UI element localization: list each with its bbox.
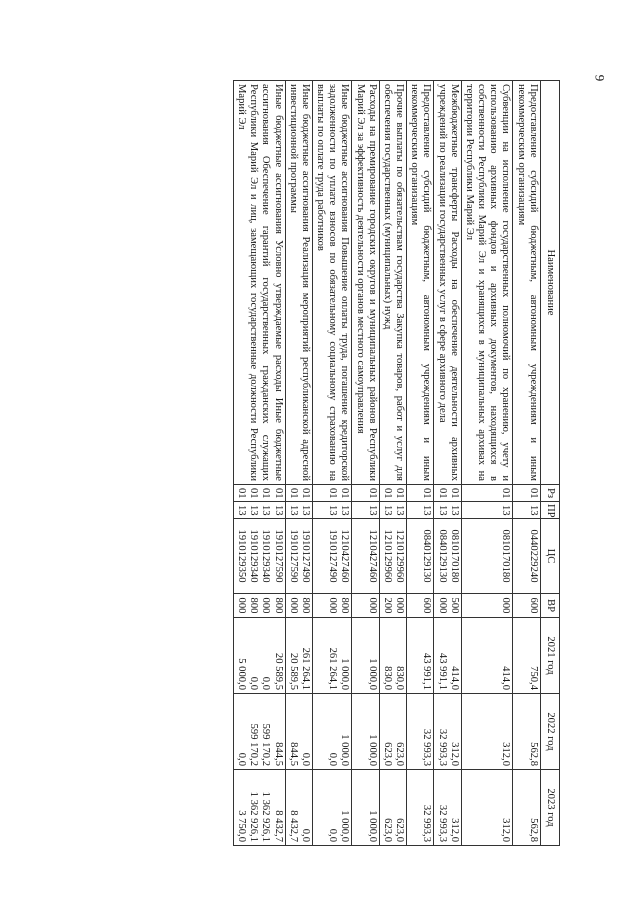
row-name: Межбюджетные трансферты Расходы на обеспечение деятельности архивных учреждений по реализации государственных услуг в сфере архивного дела (434, 81, 461, 485)
table-row (513, 81, 540, 846)
value-2021-line: 261 264,1 (327, 647, 339, 690)
value-2023-line: 0,0 (327, 828, 339, 842)
vr-cell-line: 000 (327, 597, 339, 614)
row-name: Субвенции на исполнение государственных полномочий по хранению, учету и использованию архивных фондов и архивных документов, находящихся в собственности Республики Марий Эл и хранящихся в муниципальных архивах на территории Республики Марий Эл (461, 81, 513, 485)
header-2021: 2021 год (540, 618, 559, 694)
pr-cell-line: 13 (500, 505, 512, 516)
pr-cell (285, 502, 312, 519)
cs-cell-line: 1210129960 (381, 529, 393, 583)
cs-cell-line: 0440229240 (527, 529, 539, 583)
cs-cell-line: 1910129350 (236, 529, 248, 583)
value-2022-line: 32 993,3 (421, 728, 433, 766)
rz-cell-line: 01 (366, 488, 378, 499)
rz-cell-line: 01 (436, 488, 448, 499)
rz-cell (285, 485, 312, 502)
value-2022 (352, 694, 379, 770)
value-2022-line: 623,0 (381, 742, 393, 766)
row-name: Иные бюджетные ассигнования Повышение оплаты труда, погашение кредиторской задолженности по уплате взносов по обязательному социальному страхованию на выплаты по оплате труда работников (312, 81, 352, 485)
value-2022-line: 0,0 (236, 752, 248, 766)
pr-cell-line: 13 (421, 505, 433, 516)
vr-cell-line: 000 (436, 597, 448, 614)
cs-cell (285, 519, 312, 594)
vr-cell-line: 000 (260, 597, 272, 614)
pr-cell-line: 13 (287, 505, 299, 516)
value-2021-line: 43 991,1 (436, 652, 448, 690)
value-2022-line: 844,5 (272, 742, 284, 766)
value-2023-line: 1 000,0 (366, 810, 378, 842)
pr-cell (379, 502, 406, 519)
value-2023-line: 8 432,7 (287, 810, 299, 842)
value-2022 (233, 694, 285, 770)
table-row (407, 81, 434, 846)
rz-cell (312, 485, 352, 502)
cs-cell-line: 1910127490 (327, 529, 339, 583)
pr-cell (352, 502, 379, 519)
cs-cell (379, 519, 406, 594)
row-name: Иные бюджетные ассигнования Условно утверждаемые расходы Иные бюджетные ассигнования Обеспечение гарантий государственных гражданских служащих Республики Марий Эл и лиц, замещающих государственные должности Республики Марий Эл (233, 81, 285, 485)
cs-cell (434, 519, 461, 594)
value-2021-line: 261 264,1 (299, 647, 311, 690)
pr-cell-line: 13 (260, 505, 272, 516)
value-2021-line: 414,0 (448, 666, 460, 690)
value-2021 (434, 618, 461, 694)
vr-cell-line: 800 (272, 597, 284, 614)
value-2023-line: 8 432,7 (272, 810, 284, 842)
vr-cell (285, 594, 312, 618)
value-2022-line: 599 170,2 (260, 723, 272, 766)
pr-cell-line: 13 (366, 505, 378, 516)
vr-cell-line: 000 (500, 597, 512, 614)
cs-cell-line: 1910129340 (260, 529, 272, 583)
value-2023-line: 312,0 (448, 818, 460, 842)
vr-cell (513, 594, 540, 618)
cs-cell-line: 1210427460 (339, 529, 351, 583)
value-2023-line: 1 000,0 (339, 810, 351, 842)
pr-cell (461, 502, 513, 519)
value-2022-line: 312,0 (448, 742, 460, 766)
pr-cell-line: 13 (272, 505, 284, 516)
value-2021-line: 5 000,0 (236, 658, 248, 690)
vr-cell-line: 000 (287, 597, 299, 614)
value-2023-line: 312,0 (500, 818, 512, 842)
rz-cell (407, 485, 434, 502)
value-2021-line: 0,0 (260, 676, 272, 690)
row-name: Расходы на премирование городских округов и муниципальных районов Республики Марий Эл за эффективность деятельности органов местного самоуправления (352, 81, 379, 485)
value-2022-line: 1 000,0 (339, 734, 351, 766)
cs-cell (407, 519, 434, 594)
vr-cell-line: 000 (236, 597, 248, 614)
cs-cell-line: 0810170180 (500, 529, 512, 583)
rz-cell-line: 01 (381, 488, 393, 499)
value-2022-line: 312,0 (500, 742, 512, 766)
vr-cell-line: 000 (366, 597, 378, 614)
value-2022 (434, 694, 461, 770)
cs-cell-line: 1910127590 (272, 529, 284, 583)
rz-cell-line: 01 (527, 488, 539, 499)
vr-cell-line: 600 (421, 597, 433, 614)
rz-cell-line: 01 (248, 488, 260, 499)
value-2021-line: 20 589,5 (272, 652, 284, 690)
table-row (461, 81, 513, 846)
value-2023-line: 623,0 (394, 818, 406, 842)
value-2023 (434, 770, 461, 846)
value-2021 (285, 618, 312, 694)
pr-cell-line: 13 (299, 505, 311, 516)
vr-cell-line: 000 (394, 597, 406, 614)
header-cs: ЦС (540, 519, 559, 594)
value-2021 (461, 618, 513, 694)
value-2022 (285, 694, 312, 770)
table-row (352, 81, 379, 846)
value-2023 (285, 770, 312, 846)
rz-cell (513, 485, 540, 502)
table-row (379, 81, 406, 846)
header-rz: Рз (540, 485, 559, 502)
vr-cell (312, 594, 352, 618)
value-2022 (513, 694, 540, 770)
vr-cell-line: 600 (527, 597, 539, 614)
value-2023-line: 0,0 (299, 828, 311, 842)
header-vr: ВР (540, 594, 559, 618)
cs-cell (233, 519, 285, 594)
pr-cell (513, 502, 540, 519)
value-2022-line: 562,8 (527, 742, 539, 766)
value-2021-line: 830,0 (381, 666, 393, 690)
pr-cell-line: 13 (394, 505, 406, 516)
table-row (312, 81, 352, 846)
rz-cell-line: 01 (260, 488, 272, 499)
pr-cell-line: 13 (381, 505, 393, 516)
rz-cell-line: 01 (394, 488, 406, 499)
cs-cell-line: 0840129130 (421, 529, 433, 583)
pr-cell-line: 13 (248, 505, 260, 516)
pr-cell-line: 13 (236, 505, 248, 516)
value-2021 (379, 618, 406, 694)
value-2023 (233, 770, 285, 846)
pr-cell (434, 502, 461, 519)
budget-table-container (120, 80, 560, 845)
value-2023-line: 1 362 926,1 (260, 791, 272, 842)
value-2021-line: 43 991,1 (421, 652, 433, 690)
value-2022-line: 844,5 (287, 742, 299, 766)
vr-cell-line: 500 (448, 597, 460, 614)
value-2022-line: 1 000,0 (366, 734, 378, 766)
value-2021-line: 0,0 (248, 676, 260, 690)
value-2021 (352, 618, 379, 694)
vr-cell (407, 594, 434, 618)
header-name: Наименование (540, 81, 559, 485)
value-2022 (407, 694, 434, 770)
value-2021 (233, 618, 285, 694)
vr-cell-line: 200 (381, 597, 393, 614)
value-2021-line: 830,0 (394, 666, 406, 690)
rz-cell-line: 01 (327, 488, 339, 499)
rz-cell-line: 01 (421, 488, 433, 499)
value-2021-line: 414,0 (500, 666, 512, 690)
value-2023-line: 32 993,3 (421, 804, 433, 842)
header-2022: 2022 год (540, 694, 559, 770)
value-2021 (407, 618, 434, 694)
row-name: Прочие выплаты по обязательствам государства Закупка товаров, работ и услуг для обеспечения государственных (муниципальных) нужд (379, 81, 406, 485)
value-2021-line: 1 000,0 (339, 658, 351, 690)
value-2023-line: 3 750,0 (236, 810, 248, 842)
cs-cell-line: 1210129960 (394, 529, 406, 583)
value-2023 (312, 770, 352, 846)
cs-cell-line: 0840129130 (436, 529, 448, 583)
value-2022-line: 599 170,2 (248, 723, 260, 766)
pr-cell-line: 13 (327, 505, 339, 516)
table-header-row (540, 81, 559, 846)
row-name: Предоставление субсидий бюджетным, автономным учреждениям и иным некоммерческим организациям (513, 81, 540, 485)
pr-cell (233, 502, 285, 519)
cs-cell (513, 519, 540, 594)
vr-cell (379, 594, 406, 618)
value-2023-line: 1 362 926,1 (248, 791, 260, 842)
value-2023-line: 32 993,3 (436, 804, 448, 842)
vr-cell (434, 594, 461, 618)
value-2023-line: 623,0 (381, 818, 393, 842)
value-2022 (379, 694, 406, 770)
vr-cell (233, 594, 285, 618)
value-2021 (513, 618, 540, 694)
pr-cell-line: 13 (448, 505, 460, 516)
header-2023: 2023 год (540, 770, 559, 846)
value-2021-line: 20 589,5 (287, 652, 299, 690)
pr-cell (407, 502, 434, 519)
value-2022-line: 623,0 (394, 742, 406, 766)
table-row (434, 81, 461, 846)
value-2023 (513, 770, 540, 846)
value-2023 (407, 770, 434, 846)
value-2022-line: 0,0 (327, 752, 339, 766)
row-name: Иные бюджетные ассигнования Реализация мероприятий республиканской адресной инвестиционной программы (285, 81, 312, 485)
cs-cell (352, 519, 379, 594)
cs-cell-line: 1210427460 (366, 529, 378, 583)
cs-cell-line: 1910127490 (299, 529, 311, 583)
rz-cell-line: 01 (339, 488, 351, 499)
cs-cell-line: 0810170180 (448, 529, 460, 583)
vr-cell (461, 594, 513, 618)
cs-cell-line: 1910129340 (248, 529, 260, 583)
rz-cell-line: 01 (287, 488, 299, 499)
value-2022 (461, 694, 513, 770)
value-2023 (461, 770, 513, 846)
page-number: 9 (592, 74, 608, 82)
cs-cell (461, 519, 513, 594)
rz-cell-line: 01 (448, 488, 460, 499)
value-2021-line: 1 000,0 (366, 658, 378, 690)
vr-cell-line: 800 (339, 597, 351, 614)
rz-cell (352, 485, 379, 502)
vr-cell-line: 800 (299, 597, 311, 614)
rz-cell-line: 01 (236, 488, 248, 499)
vr-cell (352, 594, 379, 618)
rz-cell-line: 01 (500, 488, 512, 499)
rz-cell-line: 01 (299, 488, 311, 499)
value-2022 (312, 694, 352, 770)
value-2022-line: 0,0 (299, 752, 311, 766)
rz-cell (379, 485, 406, 502)
pr-cell-line: 13 (436, 505, 448, 516)
pr-cell-line: 13 (527, 505, 539, 516)
pr-cell-line: 13 (339, 505, 351, 516)
rz-cell (434, 485, 461, 502)
value-2021 (312, 618, 352, 694)
cs-cell (312, 519, 352, 594)
rz-cell (233, 485, 285, 502)
value-2023-line: 562,8 (527, 818, 539, 842)
rz-cell (461, 485, 513, 502)
value-2021-line: 750,4 (527, 666, 539, 690)
row-name: Предоставление субсидий бюджетным, автономным учреждениям и иным некоммерческим организациям (407, 81, 434, 485)
vr-cell-line: 800 (248, 597, 260, 614)
budget-table (233, 80, 560, 846)
cs-cell-line: 1910127590 (287, 529, 299, 583)
value-2023 (352, 770, 379, 846)
table-row (233, 81, 285, 846)
table-row (285, 81, 312, 846)
pr-cell (312, 502, 352, 519)
header-pr: ПР (540, 502, 559, 519)
value-2022-line: 32 993,3 (436, 728, 448, 766)
value-2023 (379, 770, 406, 846)
rz-cell-line: 01 (272, 488, 284, 499)
